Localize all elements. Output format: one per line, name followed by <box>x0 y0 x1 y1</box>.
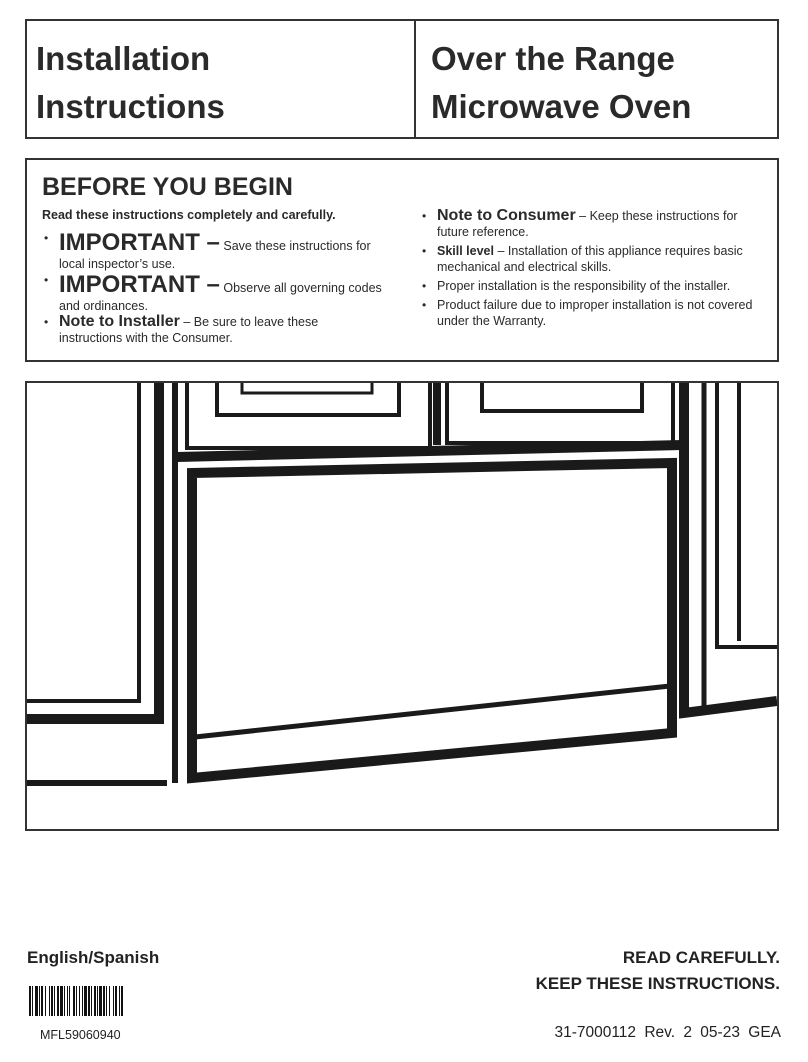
before-you-begin-heading: BEFORE YOU BEGIN <box>42 173 293 201</box>
left-notes <box>42 230 382 346</box>
document-number: 31-7000112 Rev. 2 05-23 GEA <box>554 1024 781 1041</box>
product-line-2: Microwave Oven <box>431 88 692 125</box>
before-you-begin-box <box>25 158 779 362</box>
microwave-under-cabinet-illustration <box>25 381 779 831</box>
list-item: • Proper installation is the responsibility of the installer. <box>420 278 770 294</box>
keep-instructions: KEEP THESE INSTRUCTIONS. <box>535 974 780 993</box>
title-box <box>25 19 779 139</box>
title-line-2: Instructions <box>36 88 225 125</box>
illustration-drawing <box>27 383 777 829</box>
list-item: • IMPORTANT – Observe all governing codes and ordinances. <box>42 272 382 314</box>
document-title <box>36 35 225 131</box>
product-line-1: Over the Range <box>431 40 675 77</box>
list-item: • Note to Consumer – Keep these instructions for future reference. <box>420 208 770 240</box>
right-notes <box>420 208 770 332</box>
list-item: • Skill level – Installation of this appliance requires basic mechanical and electrical skills. <box>420 243 770 275</box>
language-label: English/Spanish <box>27 948 160 967</box>
read-carefully: READ CAREFULLY. <box>622 948 780 967</box>
read-instructions-note: Read these instructions completely and carefully. <box>42 208 336 222</box>
barcode-icon <box>29 986 165 1016</box>
list-item: • IMPORTANT – Save these instructions for local inspector’s use. <box>42 230 382 272</box>
list-item: • Note to Installer – Be sure to leave these instructions with the Consumer. <box>42 314 382 346</box>
product-title <box>431 35 691 131</box>
list-item: • Product failure due to improper installation is not covered under the Warranty. <box>420 297 770 329</box>
title-divider <box>414 21 416 137</box>
title-line-1: Installation <box>36 40 211 77</box>
barcode-number: MFL59060940 <box>40 1028 121 1042</box>
